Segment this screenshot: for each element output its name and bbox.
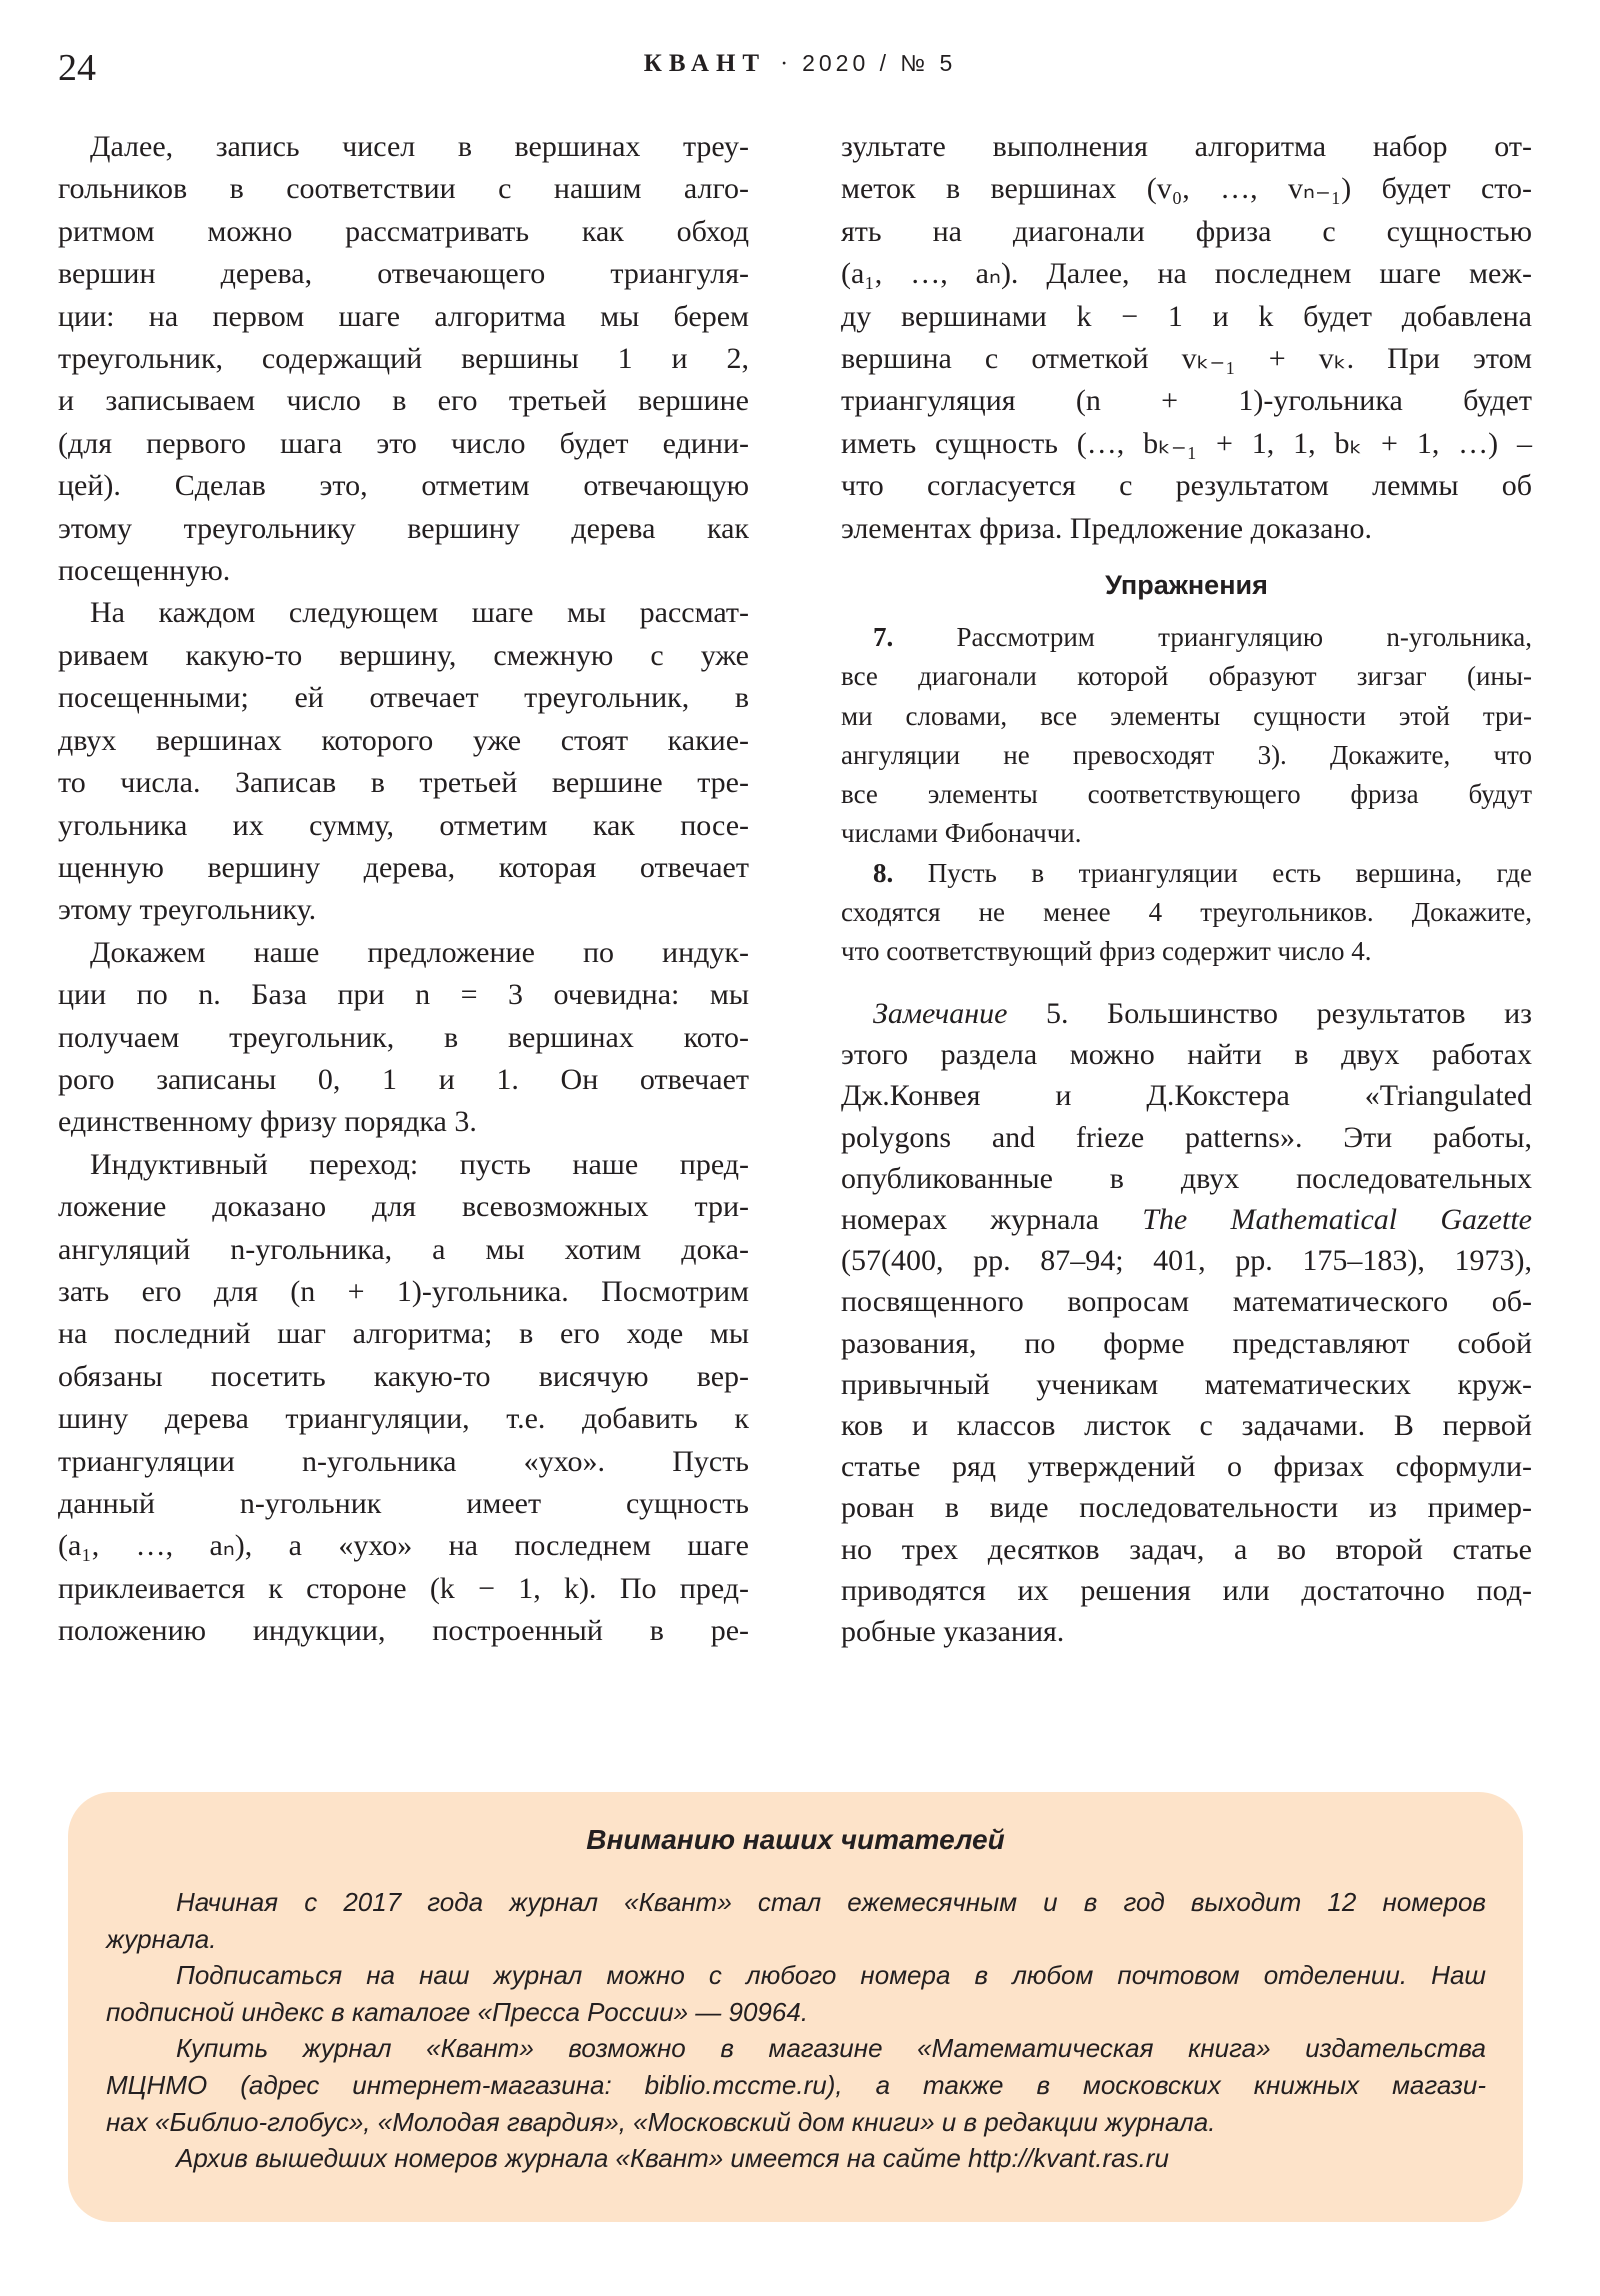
text-line: посвященного вопросам математического об- bbox=[841, 1285, 1532, 1319]
text-line: этого раздела можно найти в двух работах bbox=[841, 1038, 1532, 1072]
text-line: опубликованные в двух последовательных bbox=[841, 1161, 1532, 1195]
text-line: ять на диагонали фриза с сущностью bbox=[841, 214, 1532, 248]
notice-title: Вниманию наших читателей bbox=[586, 1824, 1005, 1855]
text-line: приклеивается к стороне (k − 1, k). По пред- bbox=[58, 1571, 749, 1605]
text-span: Рассмотрим триангуляцию n-угольника, bbox=[893, 622, 1532, 652]
text-line: числами Фибоначчи. bbox=[841, 818, 1082, 849]
text-line: робные указания. bbox=[841, 1615, 1065, 1649]
text-line: вершин дерева, отвечающего триангуля- bbox=[58, 257, 749, 291]
text-line: Дж.Конвея и Д.Кокстера «Triangulated bbox=[841, 1079, 1532, 1113]
text-line: вершина с отметкой vₖ₋₁ + vₖ. При этом bbox=[841, 342, 1532, 376]
paragraph bbox=[841, 126, 1532, 550]
text-line: на последний шаг алгоритма; в его ходе мы bbox=[58, 1317, 749, 1351]
text-line: журнала. bbox=[106, 1923, 217, 1954]
text-line: (для первого шага это число будет едини- bbox=[58, 426, 749, 460]
separator: · bbox=[780, 51, 789, 77]
notice-body bbox=[106, 1884, 1486, 2177]
text-line bbox=[841, 618, 1532, 657]
text-line: зать его для (n + 1)-угольника. Посмотрим bbox=[58, 1274, 749, 1308]
text-line: ангуляции не превосходят 3). Докажите, что bbox=[841, 739, 1532, 770]
text-line: треугольник, содержащий вершины 1 и 2, bbox=[58, 342, 749, 376]
text-line: данный n-угольник имеет сущность bbox=[58, 1487, 749, 1520]
text-line: ми словами, все элементы сущности этой три- bbox=[841, 700, 1532, 731]
text-line: этому треугольнику вершину дерева как bbox=[58, 511, 749, 545]
text-line: Архив вышедших номеров журнала «Квант» имеется на сайте http://kvant.ras.ru bbox=[176, 2143, 1169, 2174]
text-line: единственному фризу порядка 3. bbox=[58, 1105, 477, 1139]
text-line: (57(400, pp. 87–94; 401, pp. 175–183), 1973), bbox=[841, 1244, 1532, 1278]
text-line: МЦНМО (адрес интернет-магазина: biblio.mccme.ru), а также в московских книжных магази- bbox=[106, 2069, 1486, 2100]
paragraph bbox=[106, 2030, 1486, 2140]
italic-text: Замечание bbox=[873, 997, 1008, 1030]
text-line: (a₁, …, aₙ). Далее, на последнем шаге меж- bbox=[841, 257, 1532, 291]
text-line: Подписаться на наш журнал можно с любого номера в любом почтовом отделении. Наш bbox=[176, 1960, 1486, 1991]
text-line: шину дерева триангуляции, т.е. добавить к bbox=[58, 1402, 749, 1436]
paragraph bbox=[106, 1957, 1486, 2030]
text-line: Купить журнал «Квант» возможно в магазине «Математическая книга» издательства bbox=[176, 2033, 1486, 2064]
text-line: гольников в соответствии с нашим алго- bbox=[58, 172, 749, 206]
paragraph bbox=[841, 993, 1532, 1652]
issue-number: 2020 / № 5 bbox=[802, 50, 957, 76]
paragraph bbox=[841, 854, 1532, 972]
text-line: статье ряд утверждений о фризах сформули- bbox=[841, 1450, 1532, 1484]
text-line: угольника их сумму, отметим как посе- bbox=[58, 808, 749, 842]
text-span: номерах журнала bbox=[841, 1203, 1143, 1237]
text-line: триангуляции n-угольника «ухо». Пусть bbox=[58, 1444, 749, 1478]
text-line: двух вершинах которого уже стоят какие- bbox=[58, 723, 749, 757]
exercises-list bbox=[841, 618, 1532, 972]
text-line: все диагонали которой образуют зигзаг (ины- bbox=[841, 661, 1532, 692]
exercises-heading: Упражнения bbox=[1105, 570, 1268, 600]
text-line: получаем треугольник, в вершинах кото- bbox=[58, 1020, 749, 1054]
text-line: ангуляций n-угольника, а мы хотим дока- bbox=[58, 1232, 749, 1266]
text-line: привычный ученикам математических круж- bbox=[841, 1367, 1532, 1401]
italic-text: The Mathematical Gazette bbox=[1142, 1203, 1532, 1237]
page-number: 24 bbox=[58, 47, 96, 89]
paragraph bbox=[106, 2140, 1486, 2177]
right-column-proof-end bbox=[841, 126, 1532, 550]
text-line: ков и классов листок с задачами. В первой bbox=[841, 1409, 1532, 1443]
running-head bbox=[0, 50, 1600, 78]
text-line: приводятся их решения или достаточно под- bbox=[841, 1573, 1532, 1607]
text-line: Индуктивный переход: пусть наше пред- bbox=[90, 1147, 749, 1181]
text-line: рован в виде последовательности из пример- bbox=[841, 1491, 1532, 1525]
text-line: На каждом следующем шаге мы рассмат- bbox=[90, 596, 749, 630]
magazine-name: КВАНТ bbox=[643, 50, 767, 77]
text-line: Докажем наше предложение по индук- bbox=[90, 935, 749, 969]
text-line: иметь сущность (…, bₖ₋₁ + 1, 1, bₖ + 1, …) – bbox=[841, 426, 1532, 460]
text-line: то числа. Записав в третьей вершине тре- bbox=[58, 766, 749, 800]
text-line: посещенную. bbox=[58, 554, 231, 588]
text-line: ду вершинами k − 1 и k будет добавлена bbox=[841, 299, 1532, 333]
text-line: рого записаны 0, 1 и 1. Он отвечает bbox=[58, 1062, 749, 1096]
text-line bbox=[841, 854, 1532, 893]
text-line: сходятся не менее 4 треугольников. Докажите, bbox=[841, 897, 1532, 928]
text-line: триангуляция (n + 1)-угольника будет bbox=[841, 384, 1532, 418]
remark-5 bbox=[841, 993, 1532, 1652]
text-line bbox=[841, 993, 1532, 1034]
text-line: элементах фриза. Предложение доказано. bbox=[841, 511, 1372, 545]
text-line: ритмом можно рассматривать как обход bbox=[58, 214, 749, 248]
text-line: посещенными; ей отвечает треугольник, в bbox=[58, 681, 749, 715]
paragraph bbox=[58, 126, 749, 592]
text-span: Пусть в триангуляции есть вершина, где bbox=[893, 857, 1532, 888]
text-line: ции: на первом шаге алгоритма мы берем bbox=[58, 299, 749, 333]
text-line: щенную вершину дерева, которая отвечает bbox=[58, 850, 749, 884]
text-line: все элементы соответствующего фриза будут bbox=[841, 779, 1532, 810]
text-line: Далее, запись чисел в вершинах треу- bbox=[90, 130, 749, 163]
text-line: ции по n. База при n = 3 очевидна: мы bbox=[58, 978, 749, 1012]
text-line: но трех десятков задач, а во второй статье bbox=[841, 1532, 1532, 1566]
paragraph bbox=[58, 932, 749, 1144]
text-line: ложение доказано для всевозможных три- bbox=[58, 1190, 749, 1224]
text-line: обязаны посетить какую-то висячую вер- bbox=[58, 1359, 749, 1393]
text-line: меток в вершинах (v₀, …, vₙ₋₁) будет сто- bbox=[841, 172, 1532, 206]
text-line: что согласуется с результатом леммы об bbox=[841, 469, 1532, 503]
text-line: нах «Библио-глобус», «Молодая гвардия», «Московский дом книги» и в редакции журнала. bbox=[106, 2106, 1216, 2137]
text-line: Начиная с 2017 года журнал «Квант» стал ежемесячным и в год выходит 12 номеров bbox=[176, 1887, 1486, 1917]
paragraph bbox=[58, 592, 749, 931]
text-line: положению индукции, построенный в ре- bbox=[58, 1614, 749, 1648]
text-line: (a₁, …, aₙ), а «ухо» на последнем шаге bbox=[58, 1529, 749, 1563]
text-line: polygons and frieze patterns». Эти работы, bbox=[841, 1120, 1532, 1154]
text-line: разования, по форме представляют собой bbox=[841, 1326, 1532, 1360]
paragraph bbox=[106, 1884, 1486, 1957]
exercise-number: 7. bbox=[873, 622, 894, 652]
readers-notice-box bbox=[68, 1792, 1523, 2222]
text-line bbox=[841, 1199, 1532, 1240]
text-line: цей). Сделав это, отметим отвечающую bbox=[58, 469, 749, 503]
exercise-number: 8. bbox=[873, 857, 894, 888]
text-line: зультате выполнения алгоритма набор от- bbox=[841, 130, 1532, 163]
text-line: подписной индекс в каталоге «Пресса России» — 90964. bbox=[106, 1996, 809, 2027]
left-column bbox=[58, 126, 749, 1653]
text-line: что соответствующий фриз содержит число 4. bbox=[841, 936, 1372, 967]
text-line: этому треугольнику. bbox=[58, 893, 317, 927]
text-line: и записываем число в его третьей вершине bbox=[58, 384, 749, 418]
text-span: 5. Большинство результатов из bbox=[1007, 997, 1532, 1030]
paragraph bbox=[841, 618, 1532, 854]
text-line: риваем какую-то вершину, смежную с уже bbox=[58, 638, 749, 672]
paragraph bbox=[58, 1144, 749, 1653]
